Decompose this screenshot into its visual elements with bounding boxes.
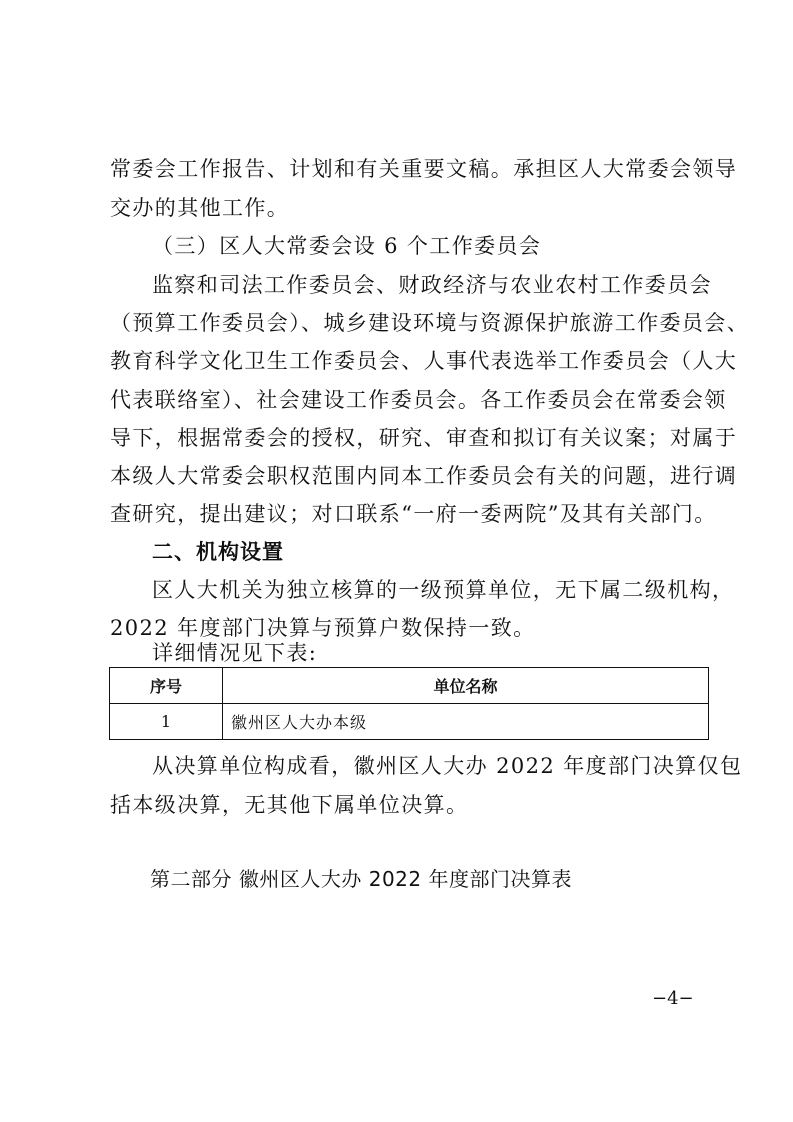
paragraph-line: 详细情况见下表: — [152, 641, 318, 665]
paragraph-line: 监察和司法工作委员会、财政经济与农业农村工作委员会 — [152, 273, 712, 297]
table-header-row — [110, 668, 709, 704]
paragraph-line: 导下，根据常委会的授权，研究、审查和拟订有关议案；对属于 — [110, 426, 738, 450]
page-number: −4− — [652, 988, 694, 1009]
paragraph-line: 代表联络室）、社会建设工作委员会。各工作委员会在常委会领 — [110, 388, 727, 412]
section-heading: 二、机构设置 — [152, 540, 284, 564]
table-row — [110, 704, 709, 740]
unit-table — [109, 667, 709, 740]
paragraph-line: （预算工作委员会）、城乡建设环境与资源保护旅游工作委员会、 — [110, 311, 750, 335]
paragraph-line: 常委会工作报告、计划和有关重要文稿。承担区人大常委会领导 — [110, 157, 738, 181]
section-heading: （三）区人大常委会设 6 个工作委员会 — [152, 234, 542, 258]
paragraph-line: 查研究，提出建议；对口联系“一府一委两院”及其有关部门。 — [110, 502, 717, 526]
column-header-unit-name: 单位名称 — [223, 668, 709, 704]
paragraph-line: 2022 年度部门决算与预算户数保持一致。 — [110, 616, 536, 640]
column-header-number: 序号 — [110, 668, 223, 704]
paragraph-line: 本级人大常委会职权范围内同本工作委员会有关的问题，进行调 — [110, 464, 738, 488]
paragraph-line: 从决算单位构成看，徽州区人大办 2022 年度部门决算仅包 — [152, 754, 743, 778]
paragraph-line: 括本级决算，无其他下属单位决算。 — [110, 793, 469, 817]
table-cell-number: 1 — [110, 704, 223, 740]
table-cell-unit-name: 徽州区人大办本级 — [223, 704, 709, 740]
paragraph-line: 教育科学文化卫生工作委员会、人事代表选举工作委员会（人大 — [110, 349, 738, 373]
paragraph-line: 交办的其他工作。 — [110, 196, 290, 220]
paragraph-line: 区人大机关为独立核算的一级预算单位，无下属二级机构， — [152, 578, 735, 602]
part-title: 第二部分 徽州区人大办 2022 年度部门决算表 — [150, 867, 572, 891]
